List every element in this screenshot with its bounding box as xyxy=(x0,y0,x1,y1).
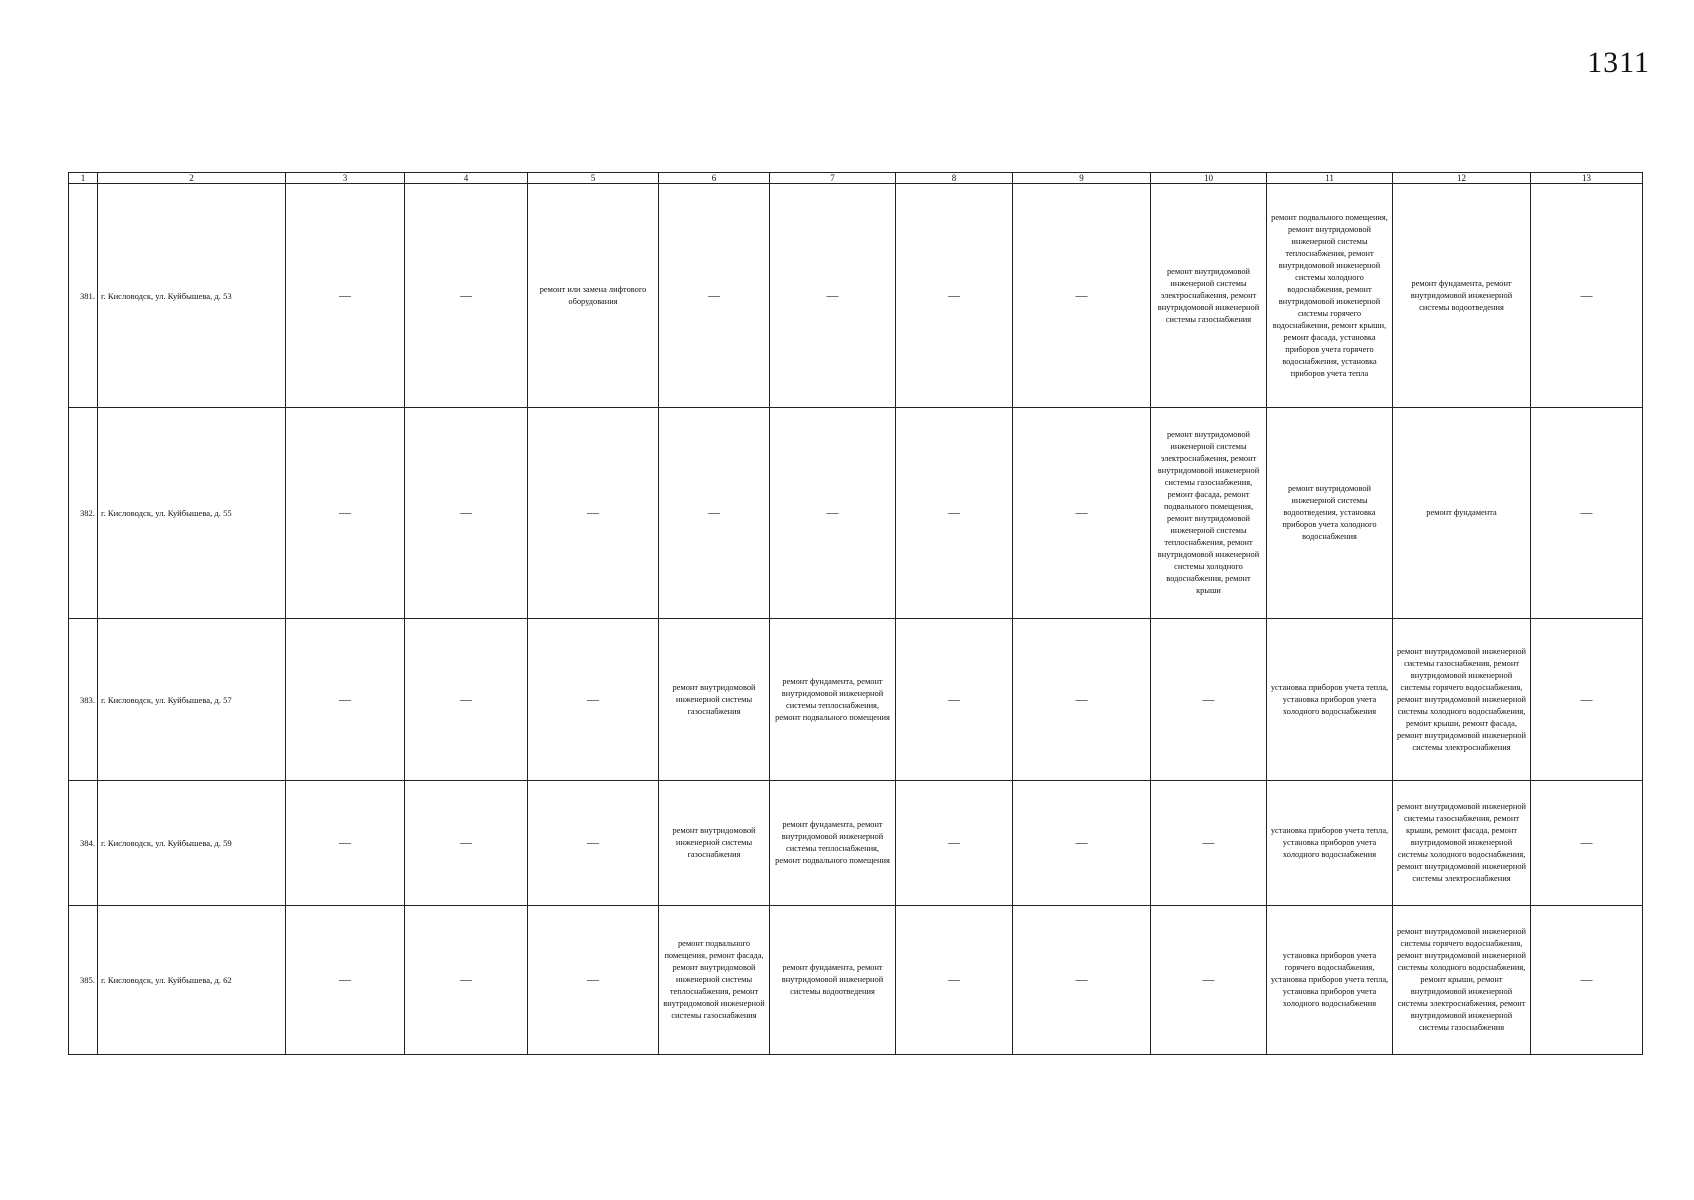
column-number: 11 xyxy=(1267,173,1393,184)
cell-value: — xyxy=(339,691,351,706)
table-cell: ремонт внутридомовой инженерной системы электроснабжения, ремонт внутридомовой инженерной системы газоснабжения, ремонт фасада, ремонт подвального помещения, ремонт внутридомовой инженерной системы теплоснабжения, ремонт внутридомовой инженерной системы холодного водоснабжения, ремонт крыши xyxy=(1151,408,1267,619)
building-address: г. Кисловодск, ул. Куйбышева, д. 62 xyxy=(98,906,286,1055)
column-number: 2 xyxy=(98,173,286,184)
table-cell: ремонт внутридомовой инженерной системы газоснабжения, ремонт внутридомовой инженерной системы горячего водоснабжения, ремонт внутридомовой инженерной системы холодного водоснабжения, ремонт крыши, ремонт фасада, ремонт внутридомовой инженерной системы электроснабжения xyxy=(1393,619,1531,781)
column-number-row xyxy=(69,173,1643,184)
table-cell xyxy=(1151,781,1267,906)
table-cell xyxy=(896,408,1013,619)
cell-value: — xyxy=(1075,835,1088,849)
cell-value: — xyxy=(708,505,720,519)
table-cell: установка приборов учета тепла, установка приборов учета холодного водоснабжения xyxy=(1267,619,1393,781)
building-address: г. Кисловодск, ул. Куйбышева, д. 53 xyxy=(98,184,286,408)
cell-value: — xyxy=(1580,287,1593,302)
row-number: 382. xyxy=(69,408,98,619)
cell-value: — xyxy=(1075,505,1088,519)
table-cell xyxy=(528,906,659,1055)
row-number: 384. xyxy=(69,781,98,906)
column-number: 12 xyxy=(1393,173,1531,184)
table-cell xyxy=(528,781,659,906)
table-cell xyxy=(1013,906,1151,1055)
table-cell: ремонт или замена лифтового оборудования xyxy=(528,184,659,408)
table-cell xyxy=(1013,184,1151,408)
table-cell xyxy=(770,184,896,408)
cell-value: — xyxy=(587,691,599,706)
repair-program-table xyxy=(68,172,1643,1055)
cell-value: — xyxy=(826,505,839,519)
column-number: 13 xyxy=(1531,173,1643,184)
cell-value: — xyxy=(460,835,472,849)
cell-value: — xyxy=(1202,972,1215,986)
table-cell xyxy=(1531,184,1643,408)
column-number: 5 xyxy=(528,173,659,184)
row-number: 381. xyxy=(69,184,98,408)
table-row xyxy=(69,781,1643,906)
table-cell xyxy=(896,184,1013,408)
cell-value: — xyxy=(1580,835,1593,849)
table-cell xyxy=(1151,906,1267,1055)
table-cell xyxy=(896,619,1013,781)
cell-value: — xyxy=(826,287,839,302)
cell-value: — xyxy=(1580,505,1593,519)
cell-value: — xyxy=(708,287,720,302)
table-row xyxy=(69,619,1643,781)
table-cell xyxy=(405,184,528,408)
cell-value: — xyxy=(339,972,351,986)
column-number: 3 xyxy=(286,173,405,184)
table-cell: установка приборов учета горячего водоснабжения, установка приборов учета тепла, установка приборов учета холодного водоснабжения xyxy=(1267,906,1393,1055)
cell-value: — xyxy=(587,505,599,519)
table-cell xyxy=(405,619,528,781)
table-cell xyxy=(896,781,1013,906)
cell-value: — xyxy=(948,505,960,519)
building-address: г. Кисловодск, ул. Куйбышева, д. 57 xyxy=(98,619,286,781)
cell-value: — xyxy=(1202,835,1215,849)
table-cell: ремонт внутридомовой инженерной системы водоотведения, установка приборов учета холодного водоснабжения xyxy=(1267,408,1393,619)
table-cell: ремонт фундамента xyxy=(1393,408,1531,619)
cell-value: — xyxy=(1075,287,1088,302)
row-number: 383. xyxy=(69,619,98,781)
table-cell: ремонт фундамента, ремонт внутридомовой инженерной системы теплоснабжения, ремонт подвального помещения xyxy=(770,619,896,781)
cell-value: — xyxy=(339,505,351,519)
column-number: 4 xyxy=(405,173,528,184)
table-cell xyxy=(286,184,405,408)
table-row xyxy=(69,906,1643,1055)
table-cell xyxy=(659,184,770,408)
table-cell: ремонт фундамента, ремонт внутридомовой инженерной системы водоотведения xyxy=(1393,184,1531,408)
table-cell xyxy=(1531,408,1643,619)
building-address: г. Кисловодск, ул. Куйбышева, д. 55 xyxy=(98,408,286,619)
table-cell xyxy=(286,781,405,906)
column-number: 1 xyxy=(69,173,98,184)
cell-value: — xyxy=(460,972,472,986)
table-cell xyxy=(1013,619,1151,781)
table-cell xyxy=(1531,619,1643,781)
table-cell xyxy=(528,619,659,781)
table-row xyxy=(69,184,1643,408)
table-cell xyxy=(405,781,528,906)
table-cell xyxy=(659,408,770,619)
cell-value: — xyxy=(948,287,960,302)
column-number: 10 xyxy=(1151,173,1267,184)
table-cell xyxy=(1151,619,1267,781)
table-cell xyxy=(405,408,528,619)
table-cell xyxy=(1013,781,1151,906)
table-cell xyxy=(405,906,528,1055)
building-address: г. Кисловодск, ул. Куйбышева, д. 59 xyxy=(98,781,286,906)
table-cell: ремонт подвального помещения, ремонт внутридомовой инженерной системы теплоснабжения, ремонт внутридомовой инженерной системы холодного водоснабжения, ремонт внутридомовой инженерной системы горячего водоснабжения, ремонт крыши, ремонт фасада, установка приборов учета горячего водоснабжения, установка приборов учета тепла xyxy=(1267,184,1393,408)
column-number: 6 xyxy=(659,173,770,184)
cell-value: — xyxy=(948,835,960,849)
cell-value: — xyxy=(460,691,472,706)
cell-value: — xyxy=(948,972,960,986)
cell-value: — xyxy=(948,691,960,706)
table-cell xyxy=(286,906,405,1055)
row-number: 385. xyxy=(69,906,98,1055)
table-cell xyxy=(286,408,405,619)
table-cell: ремонт внутридомовой инженерной системы газоснабжения xyxy=(659,781,770,906)
cell-value: — xyxy=(1202,691,1215,706)
cell-value: — xyxy=(1075,972,1088,986)
table-cell: ремонт фундамента, ремонт внутридомовой инженерной системы водоотведения xyxy=(770,906,896,1055)
cell-value: — xyxy=(587,835,599,849)
cell-value: — xyxy=(587,972,599,986)
table-cell xyxy=(770,408,896,619)
cell-value: — xyxy=(1075,691,1088,706)
cell-value: — xyxy=(460,505,472,519)
page-number: 1311 xyxy=(1587,46,1650,79)
table-row xyxy=(69,408,1643,619)
cell-value: — xyxy=(1580,691,1593,706)
table-cell: ремонт внутридомовой инженерной системы электроснабжения, ремонт внутридомовой инженерной системы газоснабжения xyxy=(1151,184,1267,408)
cell-value: — xyxy=(1580,972,1593,986)
table-cell xyxy=(1531,906,1643,1055)
table-cell: ремонт внутридомовой инженерной системы горячего водоснабжения, ремонт внутридомовой инженерной системы холодного водоснабжения, ремонт крыши, ремонт внутридомовой инженерной системы электроснабжения, ремонт внутридомовой инженерной системы газоснабжения xyxy=(1393,906,1531,1055)
table-cell xyxy=(1531,781,1643,906)
table-cell: ремонт внутридомовой инженерной системы газоснабжения, ремонт крыши, ремонт фасада, ремонт внутридомовой инженерной системы холодного водоснабжения, ремонт внутридомовой инженерной системы электроснабжения xyxy=(1393,781,1531,906)
table-cell: ремонт подвального помещения, ремонт фасада, ремонт внутридомовой инженерной системы теплоснабжения, ремонт внутридомовой инженерной системы газоснабжения xyxy=(659,906,770,1055)
table-cell xyxy=(528,408,659,619)
table-cell: ремонт фундамента, ремонт внутридомовой инженерной системы теплоснабжения, ремонт подвального помещения xyxy=(770,781,896,906)
column-number: 8 xyxy=(896,173,1013,184)
cell-value: — xyxy=(339,287,351,302)
cell-value: — xyxy=(460,287,472,302)
table-cell xyxy=(1013,408,1151,619)
column-number: 9 xyxy=(1013,173,1151,184)
table-cell: установка приборов учета тепла, установка приборов учета холодного водоснабжения xyxy=(1267,781,1393,906)
column-number: 7 xyxy=(770,173,896,184)
table-cell: ремонт внутридомовой инженерной системы газоснабжения xyxy=(659,619,770,781)
cell-value: — xyxy=(339,835,351,849)
table-cell xyxy=(286,619,405,781)
table-cell xyxy=(896,906,1013,1055)
